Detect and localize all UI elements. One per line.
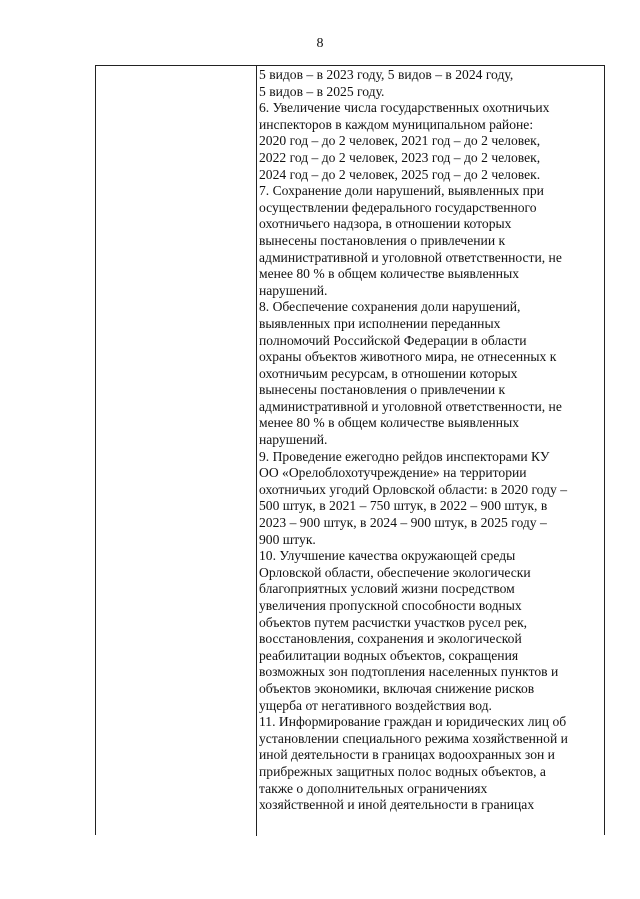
- page-number: 8: [316, 36, 324, 51]
- text-line: охотничьих угодий Орловской области: в 2020 году –: [259, 481, 567, 497]
- text-line: охотничьим ресурсам, в отношении которых: [259, 365, 518, 381]
- text-line: 2022 год – до 2 человек, 2023 год – до 2 человек,: [259, 149, 541, 165]
- text-line: ущерба от негативного воздействия вод.: [259, 697, 492, 713]
- text-line: вынесены постановления о привлечении к: [259, 382, 506, 398]
- column-divider: [256, 66, 257, 836]
- text-line: иной деятельности в границах водоохранных зон и: [259, 747, 555, 763]
- text-line: инспекторов в каждом муниципальном районе:: [259, 116, 534, 132]
- text-line: охотничьего надзора, в отношении которых: [259, 216, 512, 232]
- text-line: прибрежных защитных полос водных объектов, а: [259, 763, 546, 779]
- text-line: объектов экономики, включая снижение рисков: [259, 680, 535, 696]
- text-line: вынесены постановления о привлечении к: [259, 232, 506, 248]
- text-line: также о дополнительных ограничениях: [259, 780, 488, 796]
- text-line: выявленных при исполнении переданных: [259, 315, 501, 331]
- text-line: 7. Сохранение доли нарушений, выявленных при: [259, 183, 544, 199]
- text-line: административной и уголовной ответственности, не: [259, 249, 562, 265]
- text-line: 10. Улучшение качества окружающей среды: [259, 548, 516, 564]
- text-line: благоприятных условий жизни посредством: [259, 581, 515, 597]
- text-line: нарушений.: [259, 282, 328, 298]
- text-line: установлении специального режима хозяйственной и: [259, 730, 568, 746]
- text-line: хозяйственной и иной деятельности в границах: [259, 797, 535, 813]
- text-line: 11. Информирование граждан и юридических лиц об: [259, 714, 567, 730]
- text-line: Орловской области, обеспечение экологически: [259, 564, 531, 580]
- text-line: реабилитации водных объектов, сокращения: [259, 647, 519, 663]
- text-line: 5 видов – в 2023 году, 5 видов – в 2024 году,: [259, 67, 514, 82]
- text-line: 900 штук.: [259, 531, 316, 547]
- text-line: нарушений.: [259, 432, 328, 448]
- table-left-column: [96, 66, 256, 836]
- text-line: 2023 – 900 штук, в 2024 – 900 штук, в 2025 году –: [259, 515, 547, 531]
- text-line: увеличения пропускной способности водных: [259, 598, 522, 613]
- text-line: полномочий Российской Федерации в области: [259, 332, 527, 348]
- text-line: 2024 год – до 2 человек, 2025 год – до 2 человек.: [259, 166, 541, 182]
- text-line: 6. Увеличение числа государственных охотничьих: [259, 100, 550, 116]
- text-line: восстановления, сохранения и экологической: [259, 631, 522, 647]
- text-line: менее 80 % в общем количестве выявленных: [259, 266, 520, 282]
- text-line: 5 видов – в 2025 году.: [259, 83, 385, 99]
- text-line: менее 80 % в общем количестве выявленных: [259, 415, 520, 431]
- document-table: [95, 65, 605, 835]
- text-line: охраны объектов животного мира, не отнесенных к: [259, 349, 557, 365]
- table-right-column: [259, 67, 601, 814]
- text-line: возможных зон подтопления населенных пунктов и: [259, 664, 559, 680]
- text-line: 9. Проведение ежегодно рейдов инспекторами КУ: [259, 448, 550, 464]
- text-line: осуществлении федерального государственного: [259, 199, 537, 215]
- text-line: административной и уголовной ответственности, не: [259, 398, 562, 414]
- text-line: 500 штук, в 2021 – 750 штук, в 2022 – 900 штук, в: [259, 498, 548, 514]
- text-line: 2020 год – до 2 человек, 2021 год – до 2 человек,: [259, 133, 541, 149]
- text-line: объектов путем расчистки участков русел рек,: [259, 614, 528, 630]
- text-line: ОО «Орелоблохотучреждение» на территории: [259, 465, 527, 481]
- text-line: 8. Обеспечение сохранения доли нарушений,: [259, 299, 521, 315]
